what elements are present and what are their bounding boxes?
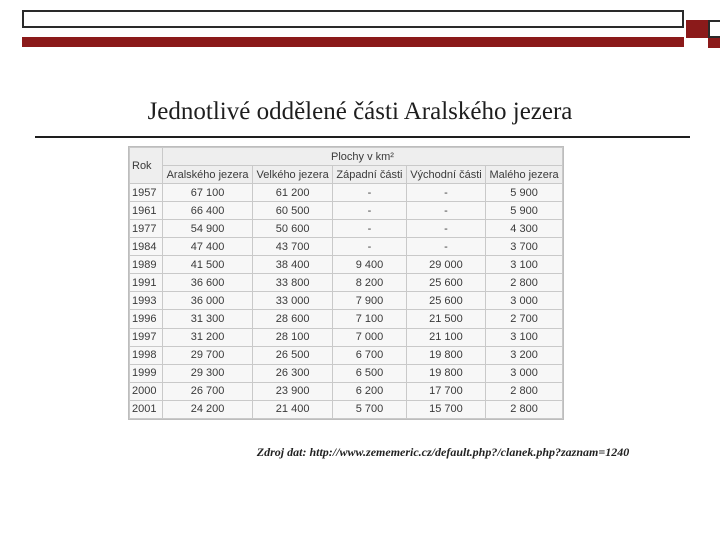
value-cell: 67 100: [163, 184, 253, 202]
value-cell: 25 600: [406, 292, 485, 310]
value-cell: 29 300: [163, 364, 253, 382]
column-header: Malého jezera: [486, 166, 563, 184]
value-cell: 23 900: [253, 382, 333, 400]
source-note: Zdroj dat: http://www.zememeric.cz/default.php?/clanek.php?zaznam=1240: [256, 445, 630, 459]
header-outline-box: [22, 10, 684, 28]
value-cell: 19 800: [406, 364, 485, 382]
table-row: [130, 256, 563, 274]
column-header: Aralského jezera: [163, 166, 253, 184]
table-row: [130, 292, 563, 310]
value-cell: 7 000: [333, 328, 407, 346]
value-cell: 31 200: [163, 328, 253, 346]
value-cell: 3 000: [486, 292, 563, 310]
value-cell: 21 400: [253, 400, 333, 418]
value-cell: 33 800: [253, 274, 333, 292]
value-cell: 66 400: [163, 202, 253, 220]
value-cell: 33 000: [253, 292, 333, 310]
value-cell: 28 100: [253, 328, 333, 346]
header-red-square: [686, 20, 708, 38]
value-cell: -: [406, 202, 485, 220]
area-table: [129, 147, 563, 419]
value-cell: 60 500: [253, 202, 333, 220]
value-cell: 26 700: [163, 382, 253, 400]
title-rule: [35, 136, 690, 138]
year-cell: 1991: [130, 274, 163, 292]
year-cell: 1977: [130, 220, 163, 238]
value-cell: 7 100: [333, 310, 407, 328]
value-cell: 7 900: [333, 292, 407, 310]
year-cell: 2000: [130, 382, 163, 400]
value-cell: 19 800: [406, 346, 485, 364]
table-row: [130, 202, 563, 220]
value-cell: 4 300: [486, 220, 563, 238]
value-cell: -: [333, 202, 407, 220]
value-cell: 5 900: [486, 202, 563, 220]
year-cell: 2001: [130, 400, 163, 418]
value-cell: -: [333, 220, 407, 238]
value-cell: 47 400: [163, 238, 253, 256]
value-cell: 9 400: [333, 256, 407, 274]
header-red-strip: [22, 37, 684, 47]
column-header: Západní části: [333, 166, 407, 184]
decorative-header-bar: [22, 10, 684, 40]
table-header-row: [130, 148, 563, 166]
year-cell: 1998: [130, 346, 163, 364]
value-cell: 54 900: [163, 220, 253, 238]
table-row: [130, 364, 563, 382]
column-header: Velkého jezera: [253, 166, 333, 184]
value-cell: 25 600: [406, 274, 485, 292]
value-cell: 17 700: [406, 382, 485, 400]
value-cell: 6 200: [333, 382, 407, 400]
value-cell: 36 600: [163, 274, 253, 292]
value-cell: 2 800: [486, 400, 563, 418]
value-cell: -: [406, 238, 485, 256]
year-cell: 1993: [130, 292, 163, 310]
value-cell: 29 700: [163, 346, 253, 364]
value-cell: 21 100: [406, 328, 485, 346]
value-cell: -: [406, 184, 485, 202]
header-white-square: [708, 20, 720, 38]
value-cell: -: [406, 220, 485, 238]
column-header: Východní části: [406, 166, 485, 184]
year-cell: 1961: [130, 202, 163, 220]
header-right-red-strip: [708, 38, 720, 48]
value-cell: 3 000: [486, 364, 563, 382]
value-cell: 36 000: [163, 292, 253, 310]
table-row: [130, 238, 563, 256]
table-row: [130, 328, 563, 346]
value-cell: 5 900: [486, 184, 563, 202]
year-cell: 1957: [130, 184, 163, 202]
year-cell: 1997: [130, 328, 163, 346]
table-row: [130, 220, 563, 238]
value-cell: 3 700: [486, 238, 563, 256]
value-cell: 43 700: [253, 238, 333, 256]
value-cell: 15 700: [406, 400, 485, 418]
table-row: [130, 382, 563, 400]
slide-title: Jednotlivé oddělené části Aralského jezera: [147, 98, 573, 125]
value-cell: 21 500: [406, 310, 485, 328]
value-cell: 31 300: [163, 310, 253, 328]
value-cell: 2 800: [486, 382, 563, 400]
table-body: [130, 184, 563, 419]
value-cell: 2 800: [486, 274, 563, 292]
value-cell: -: [333, 238, 407, 256]
value-cell: 6 500: [333, 364, 407, 382]
table-row: [130, 346, 563, 364]
value-cell: 38 400: [253, 256, 333, 274]
value-cell: 26 300: [253, 364, 333, 382]
table-row: [130, 310, 563, 328]
value-cell: -: [333, 184, 407, 202]
value-cell: 3 200: [486, 346, 563, 364]
value-cell: 6 700: [333, 346, 407, 364]
value-cell: 5 700: [333, 400, 407, 418]
value-cell: 61 200: [253, 184, 333, 202]
value-cell: 41 500: [163, 256, 253, 274]
rok-header: Rok: [130, 148, 163, 184]
year-cell: 1984: [130, 238, 163, 256]
group-header: Plochy v km²: [163, 148, 563, 166]
value-cell: 26 500: [253, 346, 333, 364]
data-table-image: [128, 146, 564, 420]
value-cell: 24 200: [163, 400, 253, 418]
value-cell: 8 200: [333, 274, 407, 292]
table-subheader-row: [130, 166, 563, 184]
table-row: [130, 400, 563, 418]
value-cell: 3 100: [486, 256, 563, 274]
year-cell: 1996: [130, 310, 163, 328]
value-cell: 29 000: [406, 256, 485, 274]
table-row: [130, 184, 563, 202]
value-cell: 3 100: [486, 328, 563, 346]
year-cell: 1989: [130, 256, 163, 274]
value-cell: 50 600: [253, 220, 333, 238]
value-cell: 2 700: [486, 310, 563, 328]
year-cell: 1999: [130, 364, 163, 382]
table-row: [130, 274, 563, 292]
value-cell: 28 600: [253, 310, 333, 328]
